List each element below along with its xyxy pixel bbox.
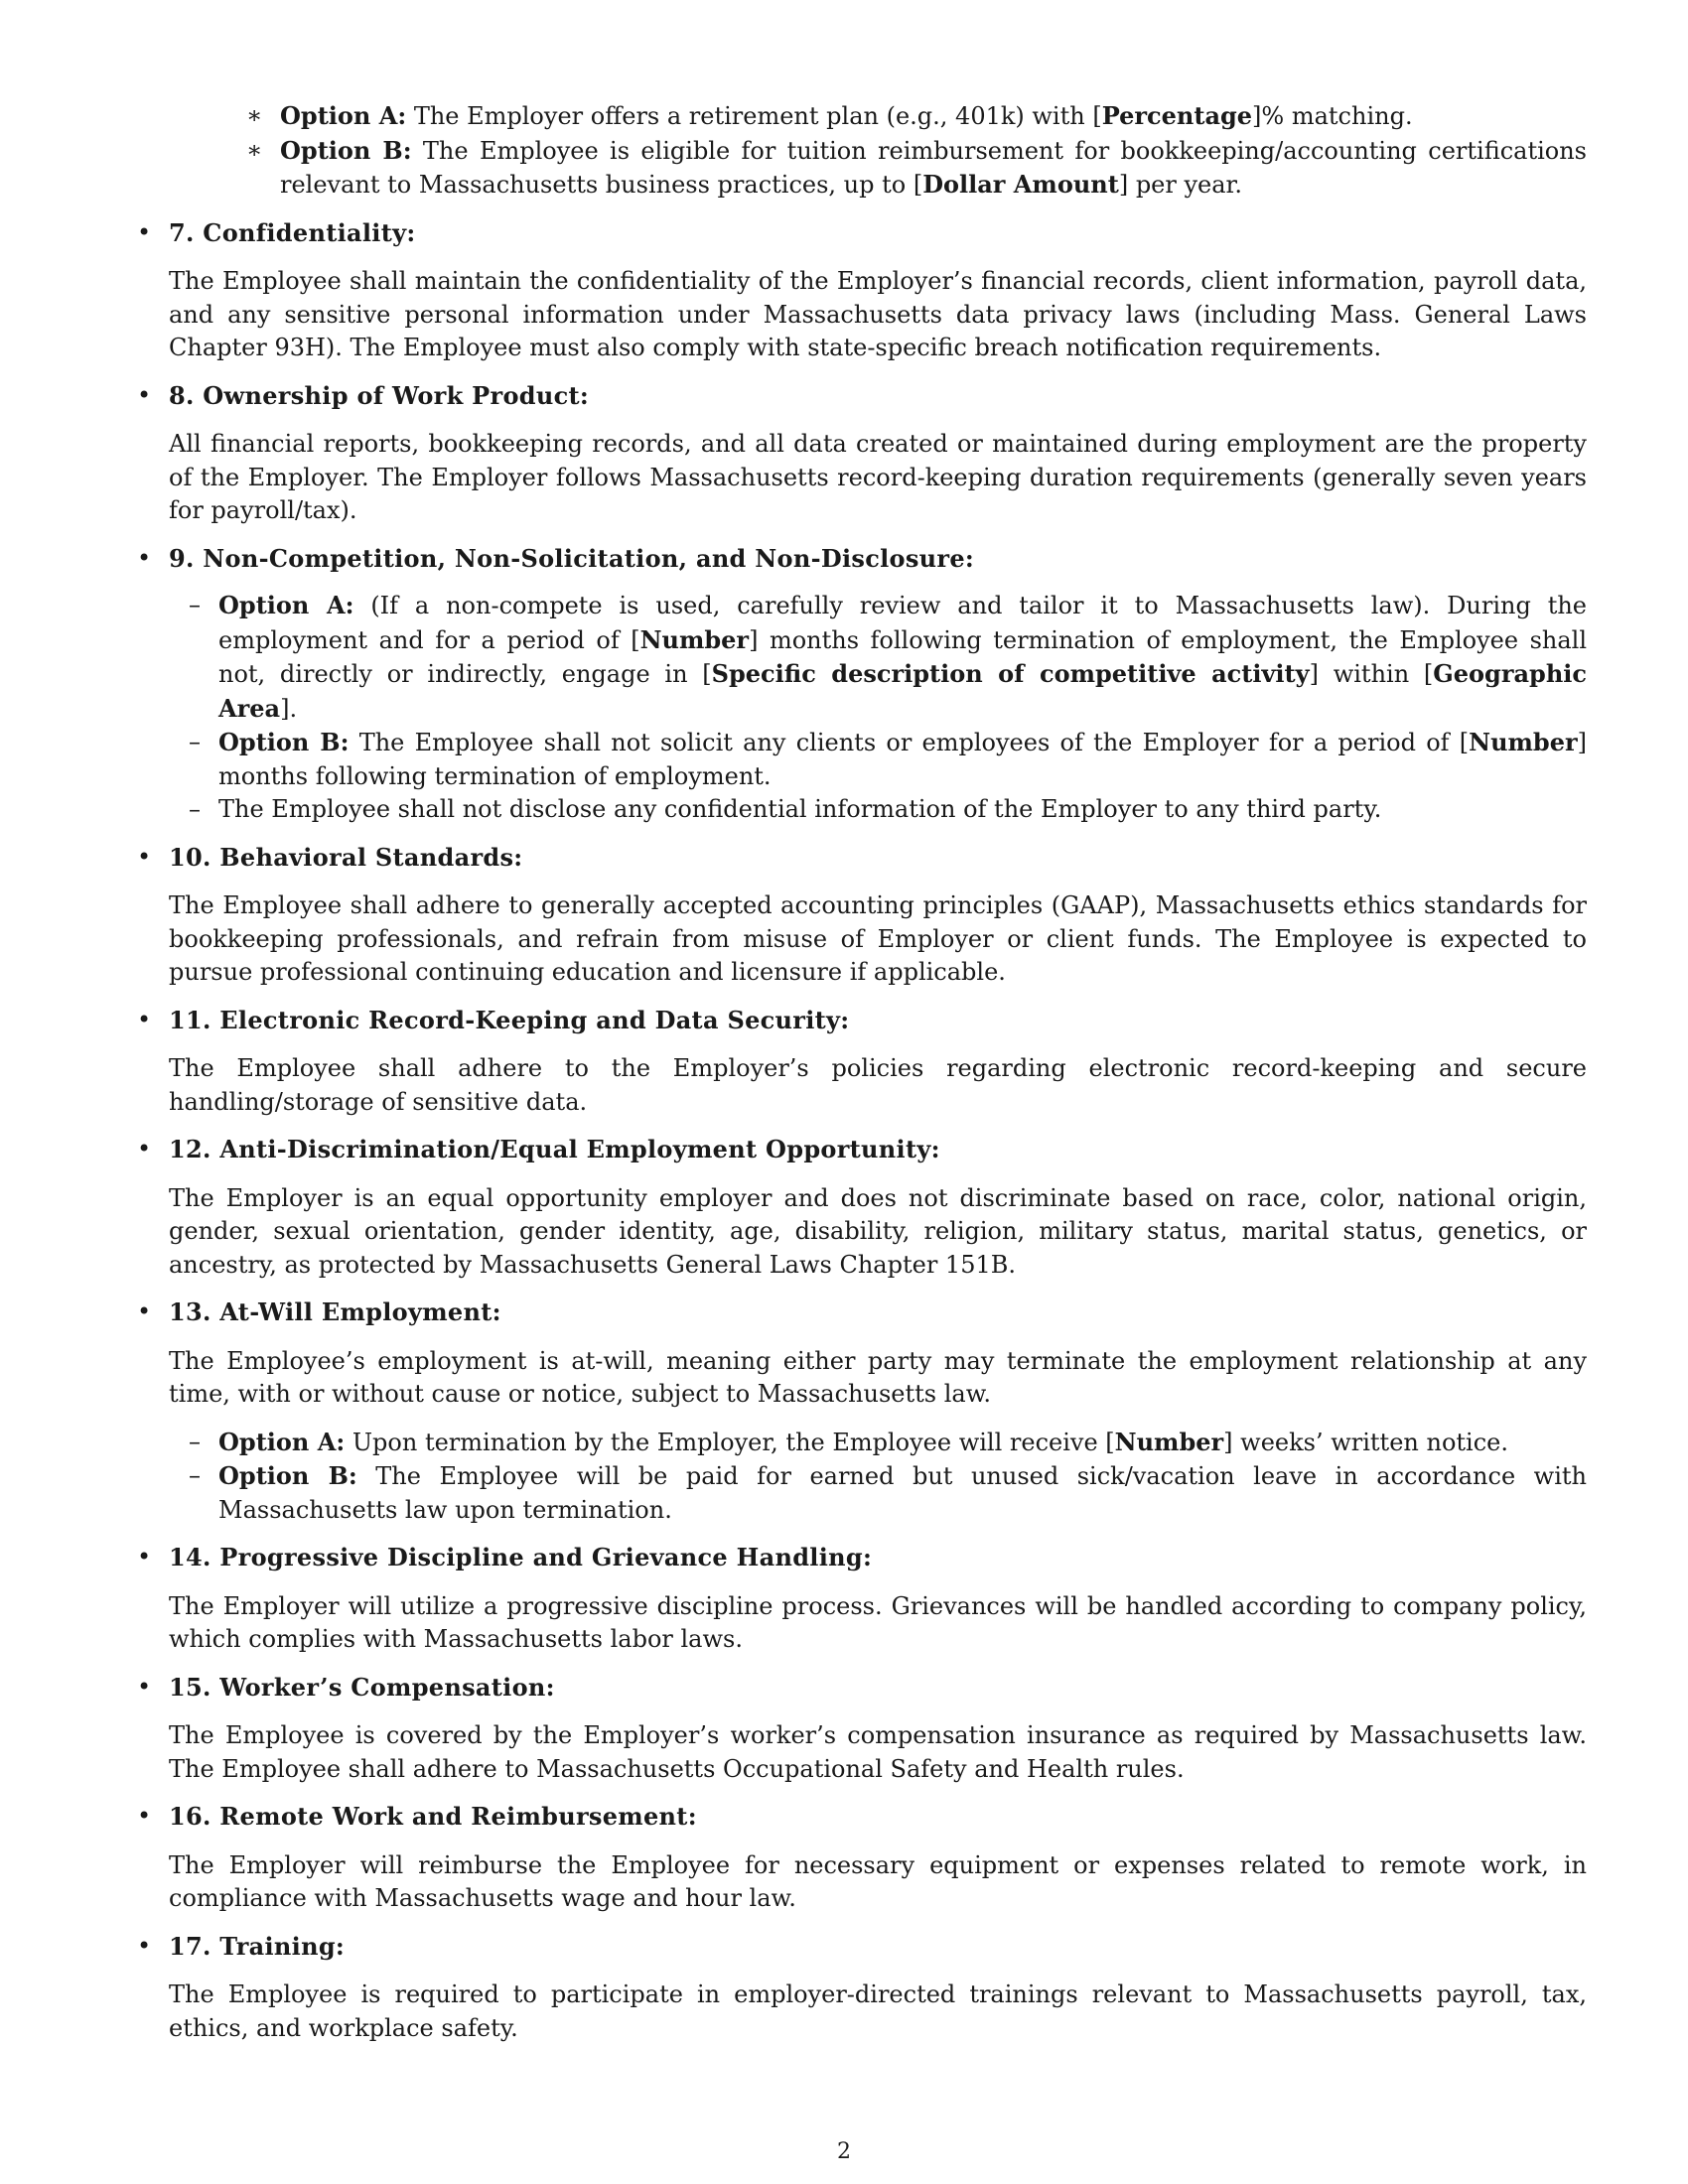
section-training <box>137 1930 1587 2046</box>
bullet-icon: • <box>137 543 152 572</box>
section-title: 15. Worker’s Compensation: <box>169 1672 555 1702</box>
section-anti-discrimination <box>137 1133 1587 1282</box>
option-text: The Employee is eligible for tuition reimbursement for bookkeeping/accounting certifications relevant to Massachusetts business practices, up to [ <box>280 136 1587 199</box>
option-text: ] per year. <box>1118 171 1243 199</box>
list-item <box>189 726 1587 793</box>
option-text: The Employee shall not solicit any clients or employees of the Employer for a period of [ <box>349 729 1470 756</box>
bullet-icon: • <box>137 1931 152 1960</box>
section-progressive-discipline <box>137 1541 1587 1657</box>
section-at-will-employment <box>137 1296 1587 1527</box>
section-title: 14. Progressive Discipline and Grievance Handling: <box>169 1543 873 1571</box>
section-body: The Employee shall adhere to generally accepted accounting principles (GAAP), Massachusetts ethics standards for bookkeeping professionals, and refrain from misuse of Employer or client funds. The Employee is expected to pursue professional continuing education and licensure if applicable. <box>169 891 1587 986</box>
option-text: ]. <box>280 694 298 723</box>
option-label: Option B: <box>280 135 412 165</box>
page-number: 2 <box>837 2139 851 2164</box>
section-workers-compensation <box>137 1671 1587 1787</box>
section-title: 16. Remote Work and Reimbursement: <box>169 1802 697 1831</box>
section-title: 7. Confidentiality: <box>169 217 416 247</box>
dash-bullet-icon: – <box>189 795 201 823</box>
section-body: The Employer will reimburse the Employee for necessary equipment or expenses related to remote work, in compliance with Massachusetts wage and hour law. <box>169 1850 1587 1912</box>
section-body: All financial reports, bookkeeping records, and all data created or maintained during employment are the property of the Employer. The Employer follows Massachusetts record-keeping duration requirements (generally seven years for payroll/tax). <box>169 430 1587 524</box>
section-title: 13. At-Will Employment: <box>169 1297 501 1326</box>
bullet-icon: • <box>137 217 152 246</box>
bullet-icon: • <box>137 1543 152 1570</box>
bullet-icon: • <box>137 1005 152 1033</box>
option-text: The Employee will be paid for earned but unused sick/vacation leave in accordance with Massachusetts law upon termination. <box>218 1462 1587 1524</box>
placeholder-field: Percentage <box>1101 101 1253 130</box>
asterisk-bullet-icon: ∗ <box>246 135 263 164</box>
section-ownership-of-work-product <box>137 379 1587 528</box>
section-electronic-record-keeping <box>137 1004 1587 1120</box>
section-title: 10. Behavioral Standards: <box>169 842 523 872</box>
section-body: The Employee shall maintain the confidentiality of the Employer’s financial records, client information, payroll data, and any sensitive personal information under Massachusetts data privacy laws (including Mass. General Laws Chapter 93H). The Employee must also comply with state-specific breach notification requirements. <box>169 267 1587 361</box>
list-item <box>246 99 1587 134</box>
benefit-options-list <box>246 99 1587 203</box>
dash-bullet-icon: – <box>189 591 201 618</box>
list-item <box>189 1426 1587 1460</box>
placeholder-field: Number <box>1469 728 1578 756</box>
section-behavioral-standards <box>137 841 1587 990</box>
option-text: ] weeks’ written notice. <box>1223 1428 1508 1456</box>
bullet-icon: • <box>137 842 152 871</box>
section-title: 11. Electronic Record-Keeping and Data Security: <box>169 1005 850 1034</box>
placeholder-field: Geographic Area <box>218 659 1587 723</box>
section-body: The Employer is an equal opportunity employer and does not discriminate based on race, color, national origin, gender, sexual orientation, gender identity, age, disability, religion, military status, marital status, genetics, or ancestry, as protected by Massachusetts General Laws Chapter 151B. <box>169 1183 1587 1279</box>
option-text: Upon termination by the Employer, the Employee will receive [ <box>345 1428 1115 1456</box>
bullet-icon: • <box>137 1802 152 1830</box>
placeholder-field: Specific description of competitive activity <box>711 659 1310 688</box>
dash-bullet-icon: – <box>189 1461 201 1489</box>
option-text: ]% matching. <box>1252 102 1413 130</box>
bullet-icon: • <box>137 1672 152 1701</box>
list-item <box>189 1459 1587 1527</box>
section-remote-work <box>137 1800 1587 1916</box>
section-body: The Employee is covered by the Employer’s worker’s compensation insurance as required by Massachusetts law. The Employee shall adhere to Massachusetts Occupational Safety and Health rules. <box>169 1721 1587 1783</box>
option-text: ] months following termination of employment, the Employee shall not, directly or indirectly, engage in [ <box>218 625 1587 688</box>
list-item <box>246 134 1587 203</box>
document-body <box>137 99 1587 2045</box>
section-body: The Employee shall adhere to the Employer’s policies regarding electronic record-keeping and secure handling/storage of sensitive data. <box>169 1054 1587 1116</box>
list-item <box>189 589 1587 726</box>
option-text: (If a non-compete is used, carefully review and tailor it to Massachusetts law). During the employment and for a period of [ <box>218 592 1587 654</box>
bullet-icon: • <box>137 1297 152 1325</box>
dash-bullet-icon: – <box>189 728 201 755</box>
section-non-competition <box>137 542 1587 827</box>
placeholder-field: Dollar Amount <box>922 170 1119 199</box>
option-text: ] months following termination of employment. <box>218 729 1587 790</box>
bullet-icon: • <box>137 380 152 409</box>
section-title: 9. Non-Competition, Non-Solicitation, and Non-Disclosure: <box>169 543 975 573</box>
section-body: The Employee is required to participate in employer-directed trainings relevant to Massachusetts payroll, tax, ethics, and workplace safety. <box>169 1980 1587 2042</box>
section-title: 8. Ownership of Work Product: <box>169 380 590 410</box>
option-text: The Employer offers a retirement plan (e.g., 401k) with [ <box>406 102 1102 130</box>
section-title: 12. Anti-Discrimination/Equal Employment Opportunity: <box>169 1135 940 1163</box>
section-title: 17. Training: <box>169 1931 346 1961</box>
dash-bullet-icon: – <box>189 1427 201 1455</box>
option-label: Option A: <box>280 101 407 130</box>
option-label: Option A: <box>218 591 354 619</box>
section-body: The Employer will utilize a progressive discipline process. Grievances will be handled according to company policy, which complies with Massachusetts labor laws. <box>169 1591 1587 1653</box>
non-competition-options <box>189 589 1587 827</box>
placeholder-field: Number <box>639 624 750 654</box>
bullet-icon: • <box>137 1135 152 1162</box>
asterisk-bullet-icon: ∗ <box>246 101 263 129</box>
option-label: Option B: <box>218 728 350 756</box>
option-label: Option A: <box>218 1427 346 1456</box>
option-label: Option B: <box>218 1461 357 1490</box>
section-body: The Employee’s employment is at-will, meaning either party may terminate the employment relationship at any time, with or without cause or notice, subject to Massachusetts law. <box>169 1346 1587 1408</box>
section-confidentiality <box>137 216 1587 365</box>
option-text: ] within [ <box>1309 660 1434 688</box>
placeholder-field: Number <box>1114 1427 1224 1456</box>
at-will-options <box>189 1426 1587 1528</box>
list-item <box>189 793 1587 827</box>
option-text: The Employee shall not disclose any confidential information of the Employer to any third party. <box>218 795 1382 823</box>
